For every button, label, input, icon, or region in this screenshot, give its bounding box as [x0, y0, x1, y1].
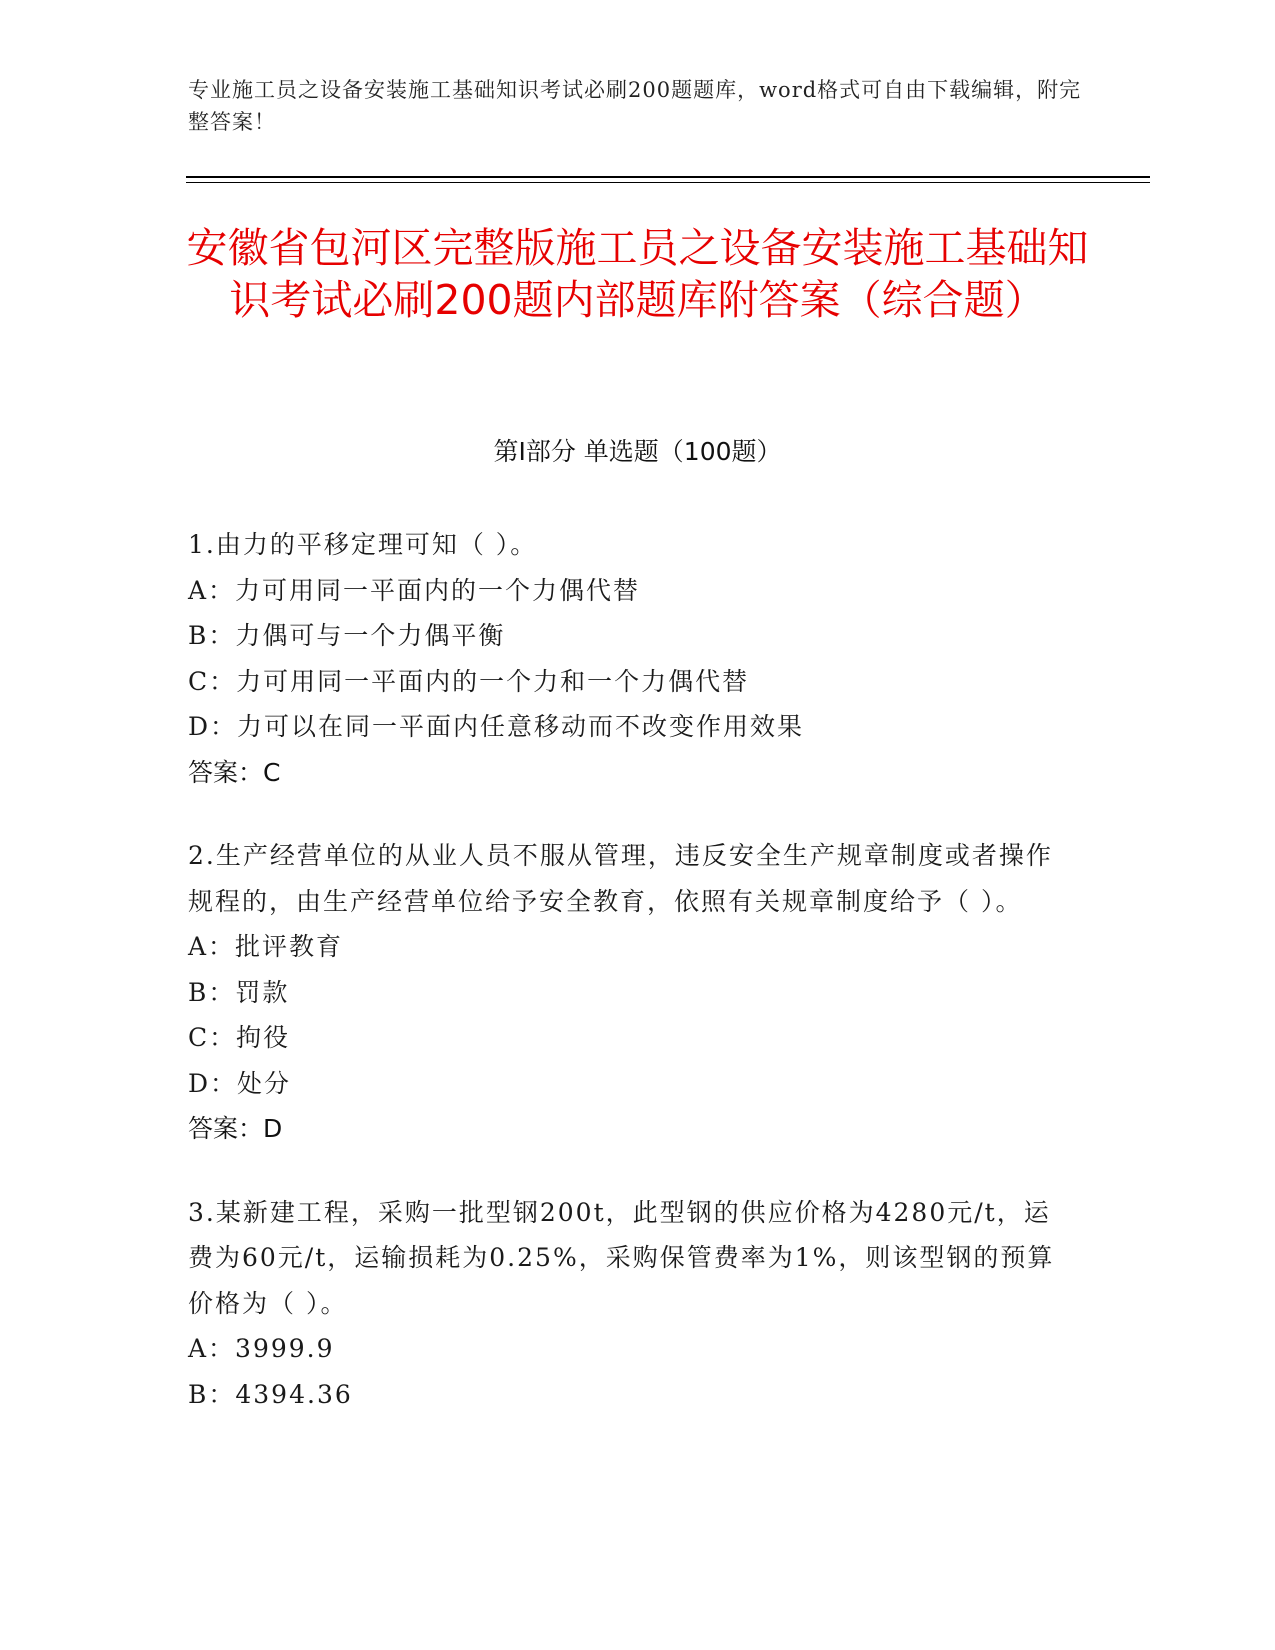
- question-item: [188, 522, 1058, 795]
- option-b: B：4394.36: [188, 1379, 353, 1409]
- option-d: D：力可以在同一平面内任意移动而不改变作用效果: [188, 712, 805, 741]
- option-d: D：处分: [188, 1068, 292, 1098]
- question-stem: 3.某新建工程，采购一批型钢200t，此型钢的供应价格为4280元/t，运费为60元/t，运输损耗为0.25%，采购保管费率为1%，则该型钢的预算价格为（ ）。: [188, 1197, 1055, 1318]
- question-stem: 2.生产经营单位的从业人员不服从管理，违反安全生产规章制度或者操作规程的，由生产经营单位给予安全教育，依照有关规章制度给予（ ）。: [188, 841, 1053, 916]
- question-item: [188, 833, 1058, 1152]
- option-a: A：3999.9: [188, 1334, 335, 1363]
- option-b: B：罚款: [188, 977, 290, 1007]
- option-a: A：力可用同一平面内的一个力偶代替: [188, 575, 641, 605]
- option-a: A：批评教育: [188, 932, 344, 961]
- question-answer: 答案：C: [188, 757, 281, 787]
- question-list: [188, 522, 1058, 1455]
- question-answer: 答案：D: [188, 1114, 283, 1143]
- header-note: 专业施工员之设备安装施工基础知识考试必刷200题题库，word格式可自由下载编辑，附完整答案！: [188, 78, 1082, 134]
- question-stem: 1.由力的平移定理可知（ ）。: [188, 530, 538, 559]
- document-title: 安徽省包河区完整版施工员之设备安装施工基础知识考试必刷200题内部题库附答案（综合题）: [186, 224, 1089, 324]
- header-divider-thin: [186, 182, 1150, 183]
- option-c: C：力可用同一平面内的一个力和一个力偶代替: [188, 666, 750, 696]
- section-title: 第Ⅰ部分 单选题（100题）: [493, 437, 782, 466]
- question-item: [188, 1190, 1058, 1418]
- option-b: B：力偶可与一个力偶平衡: [188, 621, 506, 650]
- header-divider-thick: [186, 176, 1150, 178]
- option-c: C：拘役: [188, 1023, 291, 1052]
